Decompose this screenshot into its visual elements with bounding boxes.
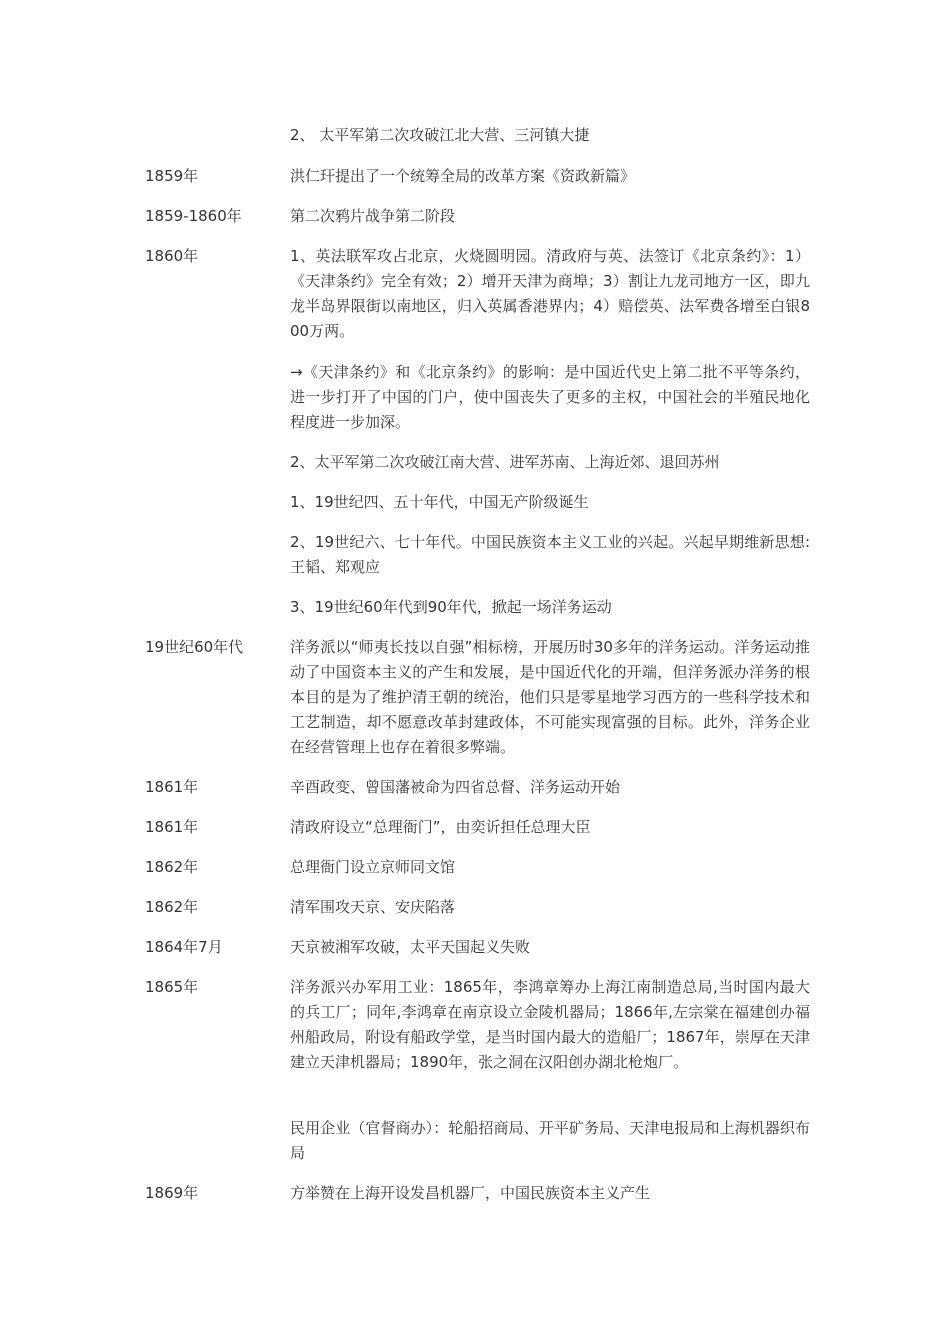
event-text: 3、19世纪60年代到90年代，掀起一场洋务运动 [290,598,612,616]
event-text: 1、19世纪四、五十年代，中国无产阶级诞生 [290,493,589,511]
event-text: 清军围攻天京、安庆陷落 [290,898,456,916]
event-text: 方举赞在上海开设发昌机器厂，中国民族资本主义产生 [290,1184,651,1202]
event-text: 2、太平军第二次攻破江南大营、进军苏南、上海近郊、退回苏州 [290,453,720,471]
date-label: 1859-1860年 [145,207,242,225]
event-text: 总理衙门设立京师同文馆 [290,858,456,876]
date-label: 1860年 [145,247,199,265]
event-text: 洋务派以“师夷长技以自强”相标榜，开展历时30多年的洋务运动。洋务运动推动了中国资本主义的产生和发展，是中国近代化的开端，但洋务派办洋务的根本目的是为了维护清王朝的统治，他们只是零星地学习西方的一些科学技术和工艺制造，却不愿意改革封建政体，不可能实现富强的目标。此外，洋务企业在经营管理上也存在着很多弊端。 [290,638,810,756]
date-label: 1862年 [145,898,199,916]
event-text: 辛酉政变、曾国藩被命为四省总督、洋务运动开始 [290,778,621,796]
date-label: 1869年 [145,1184,199,1202]
event-text: 第二次鸦片战争第二阶段 [290,207,456,225]
event-text: →《天津条约》和《北京条约》的影响：是中国近代史上第二批不平等条约，进一步打开了中国的门户，使中国丧失了更多的主权，中国社会的半殖民地化程度进一步加深。 [290,363,810,431]
date-label: 1861年 [145,778,199,796]
event-text: 天京被湘军攻破，太平天国起义失败 [290,938,531,956]
event-text: 洋务派兴办军用工业：1865年，李鸿章筹办上海江南制造总局,当时国内最大的兵工厂；同年,李鸿章在南京设立金陵机器局；1866年,左宗棠在福建创办福州船政局，附设有船政学堂，是当时国内最大的造船厂；1867年，崇厚在天津建立天津机器局；1890年，张之洞在汉阳创办湖北枪炮厂。 [290,978,810,1071]
date-label: 1861年 [145,818,199,836]
date-label: 1864年7月 [145,938,223,956]
event-text: 2、 太平军第二次攻破江北大营、三河镇大捷 [290,126,590,144]
event-text: 洪仁玕提出了一个统筹全局的改革方案《资政新篇》 [290,167,636,185]
date-label: 1865年 [145,978,199,996]
event-text: 2、19世纪六、七十年代。中国民族资本主义工业的兴起。兴起早期维新思想:王韬、郑观应 [290,533,810,576]
event-text: 1、英法联军攻占北京，火烧圆明园。清政府与英、法签订《北京条约》：1）《天津条约》完全有效；2）增开天津为商埠；3）割让九龙司地方一区，即九龙半岛界限街以南地区，归入英属香港界内；4）赔偿英、法军费各增至白银800万两。 [290,247,810,340]
date-label: 1859年 [145,167,199,185]
date-label: 1862年 [145,858,199,876]
event-text: 民用企业（官督商办）：轮船招商局、开平矿务局、天津电报局和上海机器织布局 [290,1119,810,1162]
date-label: 19世纪60年代 [145,638,244,656]
event-text: 清政府设立“总理衙门”，由奕䜣担任总理大臣 [290,818,591,836]
